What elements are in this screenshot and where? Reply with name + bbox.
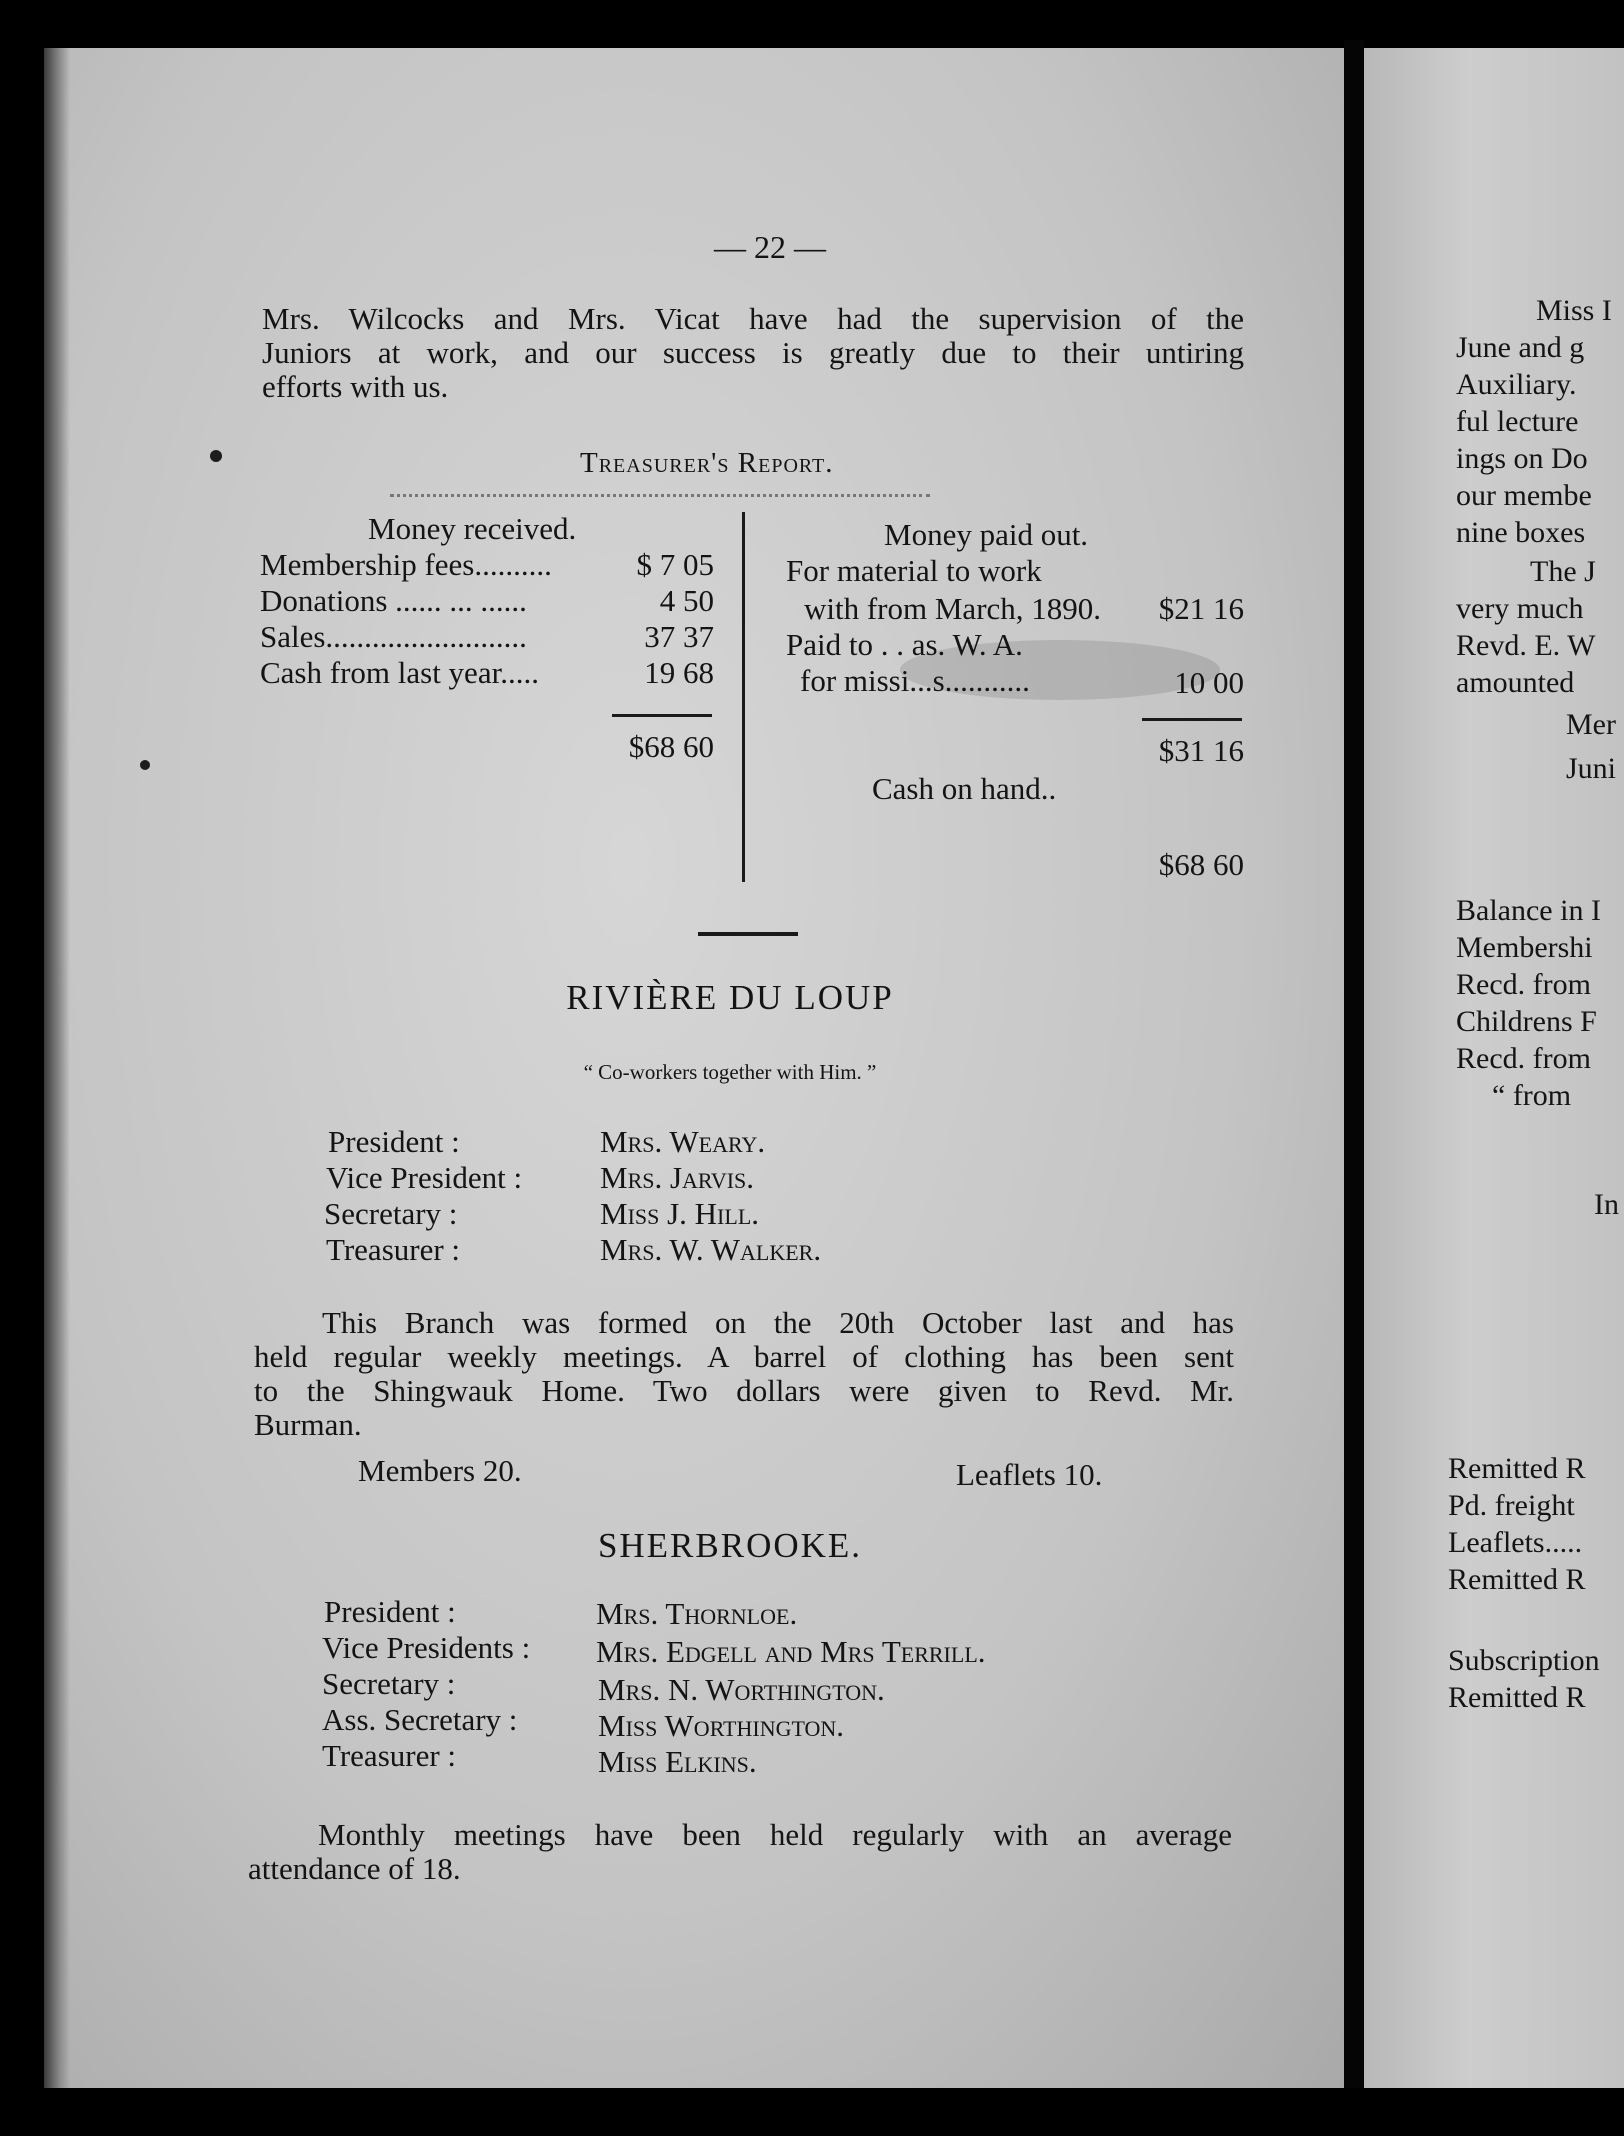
officer-name: Mrs. W. Walker.: [600, 1232, 822, 1267]
right-line: The J: [1530, 555, 1596, 588]
right-line: Leaflets.....: [1448, 1526, 1583, 1559]
right-line: amounted: [1456, 666, 1575, 699]
riviere-motto: “ Co-workers together with Him. ”: [583, 1060, 877, 1084]
intro-paragraph: [262, 302, 1244, 404]
officer-name: Miss J. Hill.: [600, 1196, 760, 1231]
officer-role: Ass. Secretary :: [322, 1702, 518, 1737]
officer-role: Vice President :: [326, 1160, 523, 1195]
text-line: Monthly meetings have been held regularly with an average: [318, 1817, 1232, 1852]
right-line: nine boxes: [1456, 516, 1586, 549]
paid-total: $68 60: [1158, 847, 1244, 882]
text-line: attendance of 18.: [248, 1851, 461, 1886]
officer-role: President :: [324, 1594, 456, 1629]
right-line: Remitted R: [1448, 1681, 1586, 1714]
received-heading: Money received.: [368, 511, 577, 546]
ledger-divider: [742, 512, 745, 882]
text-line: Juniors at work, and our success is greatly due to their untiring: [262, 335, 1244, 370]
officer-name: Mrs. Edgell and Mrs Terrill.: [596, 1634, 986, 1669]
dotted-rule: [390, 494, 930, 497]
received-amount: 4 50: [659, 583, 714, 618]
officer-name: Mrs. Thornloe.: [596, 1596, 798, 1631]
officer-role: Secretary :: [324, 1196, 458, 1231]
received-label: Sales..........................: [260, 619, 527, 654]
officer-name: Miss Elkins.: [598, 1744, 757, 1779]
ink-spot: [140, 760, 150, 770]
text-line: Burman.: [254, 1407, 362, 1442]
right-line: June and g: [1456, 331, 1585, 364]
cash-on-hand-label: Cash on hand..: [872, 771, 1057, 806]
right-line: Pd. freight: [1448, 1489, 1575, 1522]
right-line: Juni: [1566, 752, 1617, 785]
right-line: Auxiliary.: [1456, 368, 1577, 401]
right-line: Recd. from: [1456, 1042, 1591, 1075]
received-label: Cash from last year.....: [260, 655, 539, 690]
right-line: Revd. E. W: [1456, 629, 1596, 662]
page-number: — 22 —: [714, 229, 826, 265]
received-amount: 37 37: [644, 619, 714, 654]
officer-name: Miss Worthington.: [598, 1708, 845, 1743]
received-label: Donations ...... ... ......: [260, 583, 527, 618]
right-line: very much: [1456, 592, 1584, 625]
page-bottom-shadow: [0, 2088, 1624, 2136]
sherbrooke-title: SHERBROOKE.: [597, 1526, 863, 1565]
text-line: to the Shingwauk Home. Two dollars were given to Revd. Mr.: [254, 1373, 1234, 1408]
paid-heading: Money paid out.: [884, 517, 1089, 552]
right-line: Recd. from: [1456, 968, 1591, 1001]
officer-name: Mrs. Weary.: [600, 1124, 766, 1159]
page-edge-shadow: [44, 48, 70, 2088]
paid-amount: 10 00: [1174, 665, 1244, 700]
right-line: Miss I: [1536, 294, 1612, 327]
right-line: Mer: [1566, 708, 1616, 741]
received-amount: $ 7 05: [636, 547, 714, 582]
sherbrooke-paragraph: [248, 1818, 1232, 1886]
received-total: $68 60: [628, 729, 714, 764]
right-line: Balance in I: [1456, 894, 1601, 927]
right-line: Remitted R: [1448, 1563, 1586, 1596]
section-divider: [698, 932, 798, 936]
total-rule: [612, 714, 712, 717]
right-line: ful lecture: [1456, 405, 1579, 438]
officer-name: Mrs. Jarvis.: [600, 1160, 755, 1195]
right-line: Membershi: [1456, 931, 1593, 964]
paid-line: For material to work: [786, 553, 1042, 588]
received-amount: 19 68: [644, 655, 714, 690]
right-line: “ from: [1492, 1079, 1572, 1112]
right-line: ings on Do: [1456, 442, 1588, 475]
officer-role: Vice Presidents :: [322, 1630, 531, 1665]
book-gutter: [1344, 40, 1364, 2136]
officer-role: Treasurer :: [322, 1738, 457, 1773]
paid-line: with from March, 1890.: [804, 591, 1102, 626]
text-line: efforts with us.: [262, 369, 449, 404]
officer-role: President :: [328, 1124, 460, 1159]
treasurers-report-heading: Treasurer's Report.: [580, 447, 834, 479]
right-page: [1364, 48, 1624, 2088]
right-line: Childrens F: [1456, 1005, 1597, 1038]
right-line: Remitted R: [1448, 1452, 1586, 1485]
received-label: Membership fees..........: [260, 547, 552, 582]
paid-amount: $21 16: [1158, 591, 1244, 626]
total-rule: [1142, 718, 1242, 721]
officer-role: Treasurer :: [326, 1232, 461, 1267]
right-line: In: [1594, 1188, 1619, 1221]
members-count: Members 20.: [358, 1453, 522, 1488]
paid-subtotal: $31 16: [1158, 733, 1244, 768]
text-line: held regular weekly meetings. A barrel of clothing has been sent: [254, 1339, 1234, 1374]
paid-line: Paid to . . as. W. A.: [786, 627, 1023, 662]
paid-line: for missi...s...........: [800, 663, 1030, 698]
text-line: This Branch was formed on the 20th October last and has: [322, 1305, 1234, 1340]
riviere-du-loup-title: RIVIÈRE DU LOUP: [566, 978, 894, 1017]
officer-role: Secretary :: [322, 1666, 456, 1701]
leaflets-count: Leaflets 10.: [956, 1457, 1103, 1492]
riviere-paragraph: [254, 1306, 1234, 1442]
officer-name: Mrs. N. Worthington.: [598, 1672, 885, 1707]
right-line: our membe: [1456, 479, 1592, 512]
ink-spot: [210, 450, 222, 462]
text-line: Mrs. Wilcocks and Mrs. Vicat have had the supervision of the: [262, 301, 1244, 336]
right-line: Subscription: [1448, 1644, 1600, 1677]
